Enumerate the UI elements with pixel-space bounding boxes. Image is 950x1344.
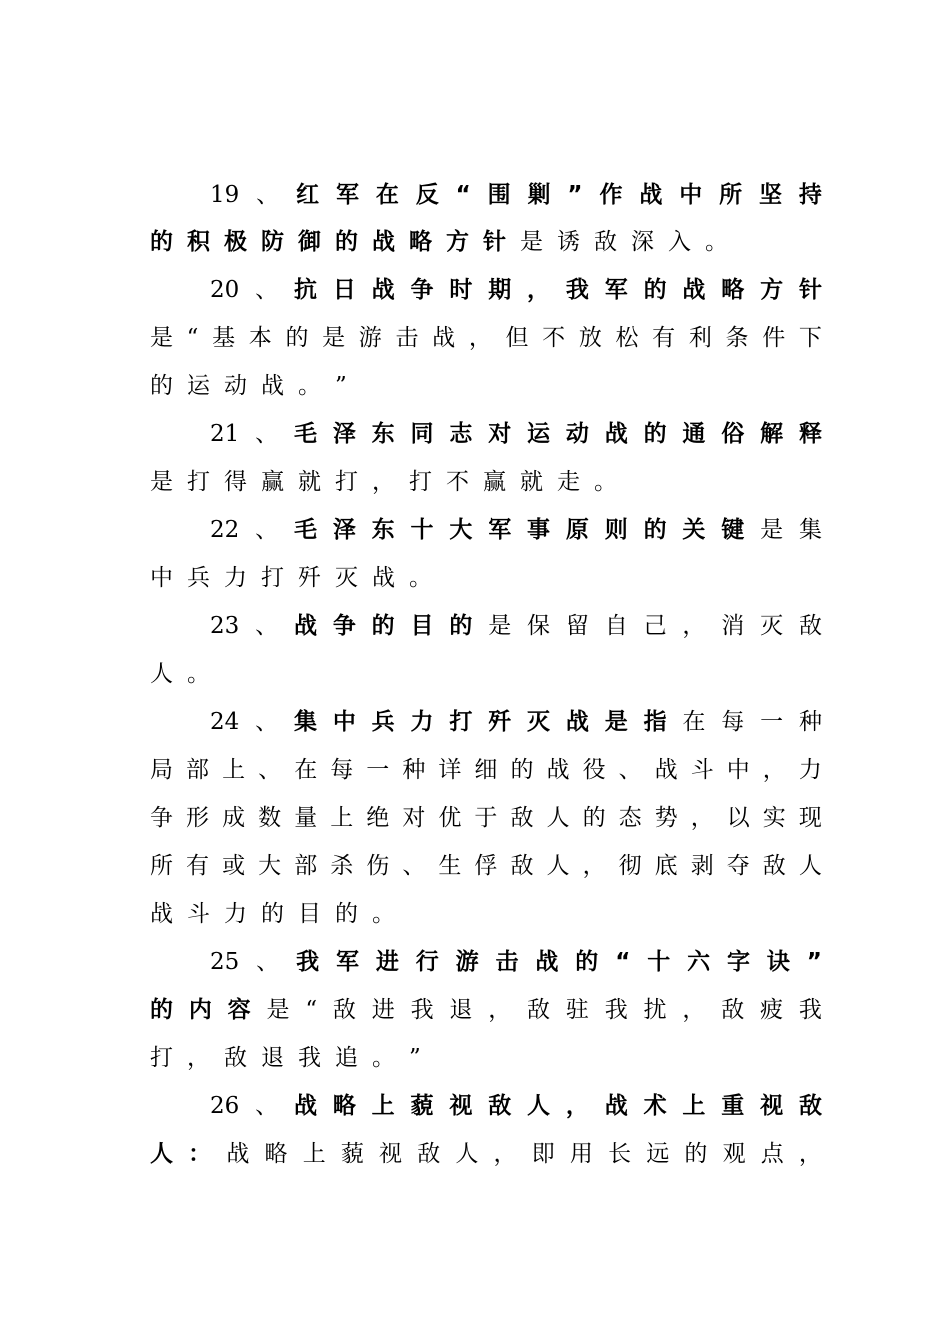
item-number: 26 <box>210 1093 240 1119</box>
item-21-line-2: 是 打 得 赢 就 打 ， 打 不 赢 就 走 。 <box>150 469 617 495</box>
item-24-line-1: 24 、 集 中 兵 力 打 歼 灭 战 是 指 在 每 一 种 <box>210 702 822 742</box>
item-21-line-1: 21 、 毛 泽 东 同 志 对 运 动 战 的 通 俗 解 释 <box>210 414 822 454</box>
item-24-line-2: 局 部 上 、 在 每 一 种 详 细 的 战 役 、 战 斗 中 ， 力 <box>150 757 822 783</box>
item-number: 19 <box>210 182 240 208</box>
item-20-line-1: 20 、 抗 日 战 争 时 期 ， 我 军 的 战 略 方 针 <box>210 270 822 310</box>
item-number: 25 <box>210 949 240 975</box>
item-23-line-1: 23 、 战 争 的 目 的 是 保 留 自 己 ， 消 灭 敌 <box>210 606 822 646</box>
item-25-line-3: 打 ， 敌 退 我 追 。 ” <box>150 1045 421 1071</box>
item-23-line-2: 人 。 <box>150 661 210 687</box>
item-19-line-2: 的 积 极 防 御 的 战 略 方 针 是 诱 敌 深 入 。 <box>150 229 728 255</box>
item-24-line-3: 争 形 成 数 量 上 绝 对 优 于 敌 人 的 态 势 ， 以 实 现 <box>150 805 822 831</box>
item-25-line-1: 25 、 我 军 进 行 游 击 战 的 “ 十 六 字 诀 ” <box>210 942 822 982</box>
item-22-line-2: 中 兵 力 打 歼 灭 战 。 <box>150 565 432 591</box>
item-number: 20 <box>210 277 240 303</box>
item-number: 22 <box>210 517 240 543</box>
item-19-line-1: 19 、 红 军 在 反 “ 围 剿 ” 作 战 中 所 坚 持 <box>210 175 822 215</box>
item-24-line-5: 战 斗 力 的 目 的 。 <box>150 901 395 927</box>
item-24-line-4: 所 有 或 大 部 杀 伤 、 生 俘 敌 人 ， 彻 底 剥 夺 敌 人 <box>150 853 822 879</box>
item-number: 24 <box>210 709 240 735</box>
item-20-line-2: 是 “ 基 本 的 是 游 击 战 ， 但 不 放 松 有 利 条 件 下 <box>150 325 822 351</box>
item-number: 21 <box>210 421 240 447</box>
item-26-line-2: 人 ： 战 略 上 藐 视 敌 人 ， 即 用 长 远 的 观 点 ， <box>150 1141 822 1167</box>
item-26-line-1: 26 、 战 略 上 藐 视 敌 人 ， 战 术 上 重 视 敌 <box>210 1086 822 1126</box>
item-25-line-2: 的 内 容 是 “ 敌 进 我 退 ， 敌 驻 我 扰 ， 敌 疲 我 <box>150 997 822 1023</box>
item-22-line-1: 22 、 毛 泽 东 十 大 军 事 原 则 的 关 键 是 集 <box>210 510 822 550</box>
item-20-line-3: 的 运 动 战 。 ” <box>150 373 347 399</box>
item-number: 23 <box>210 613 240 639</box>
